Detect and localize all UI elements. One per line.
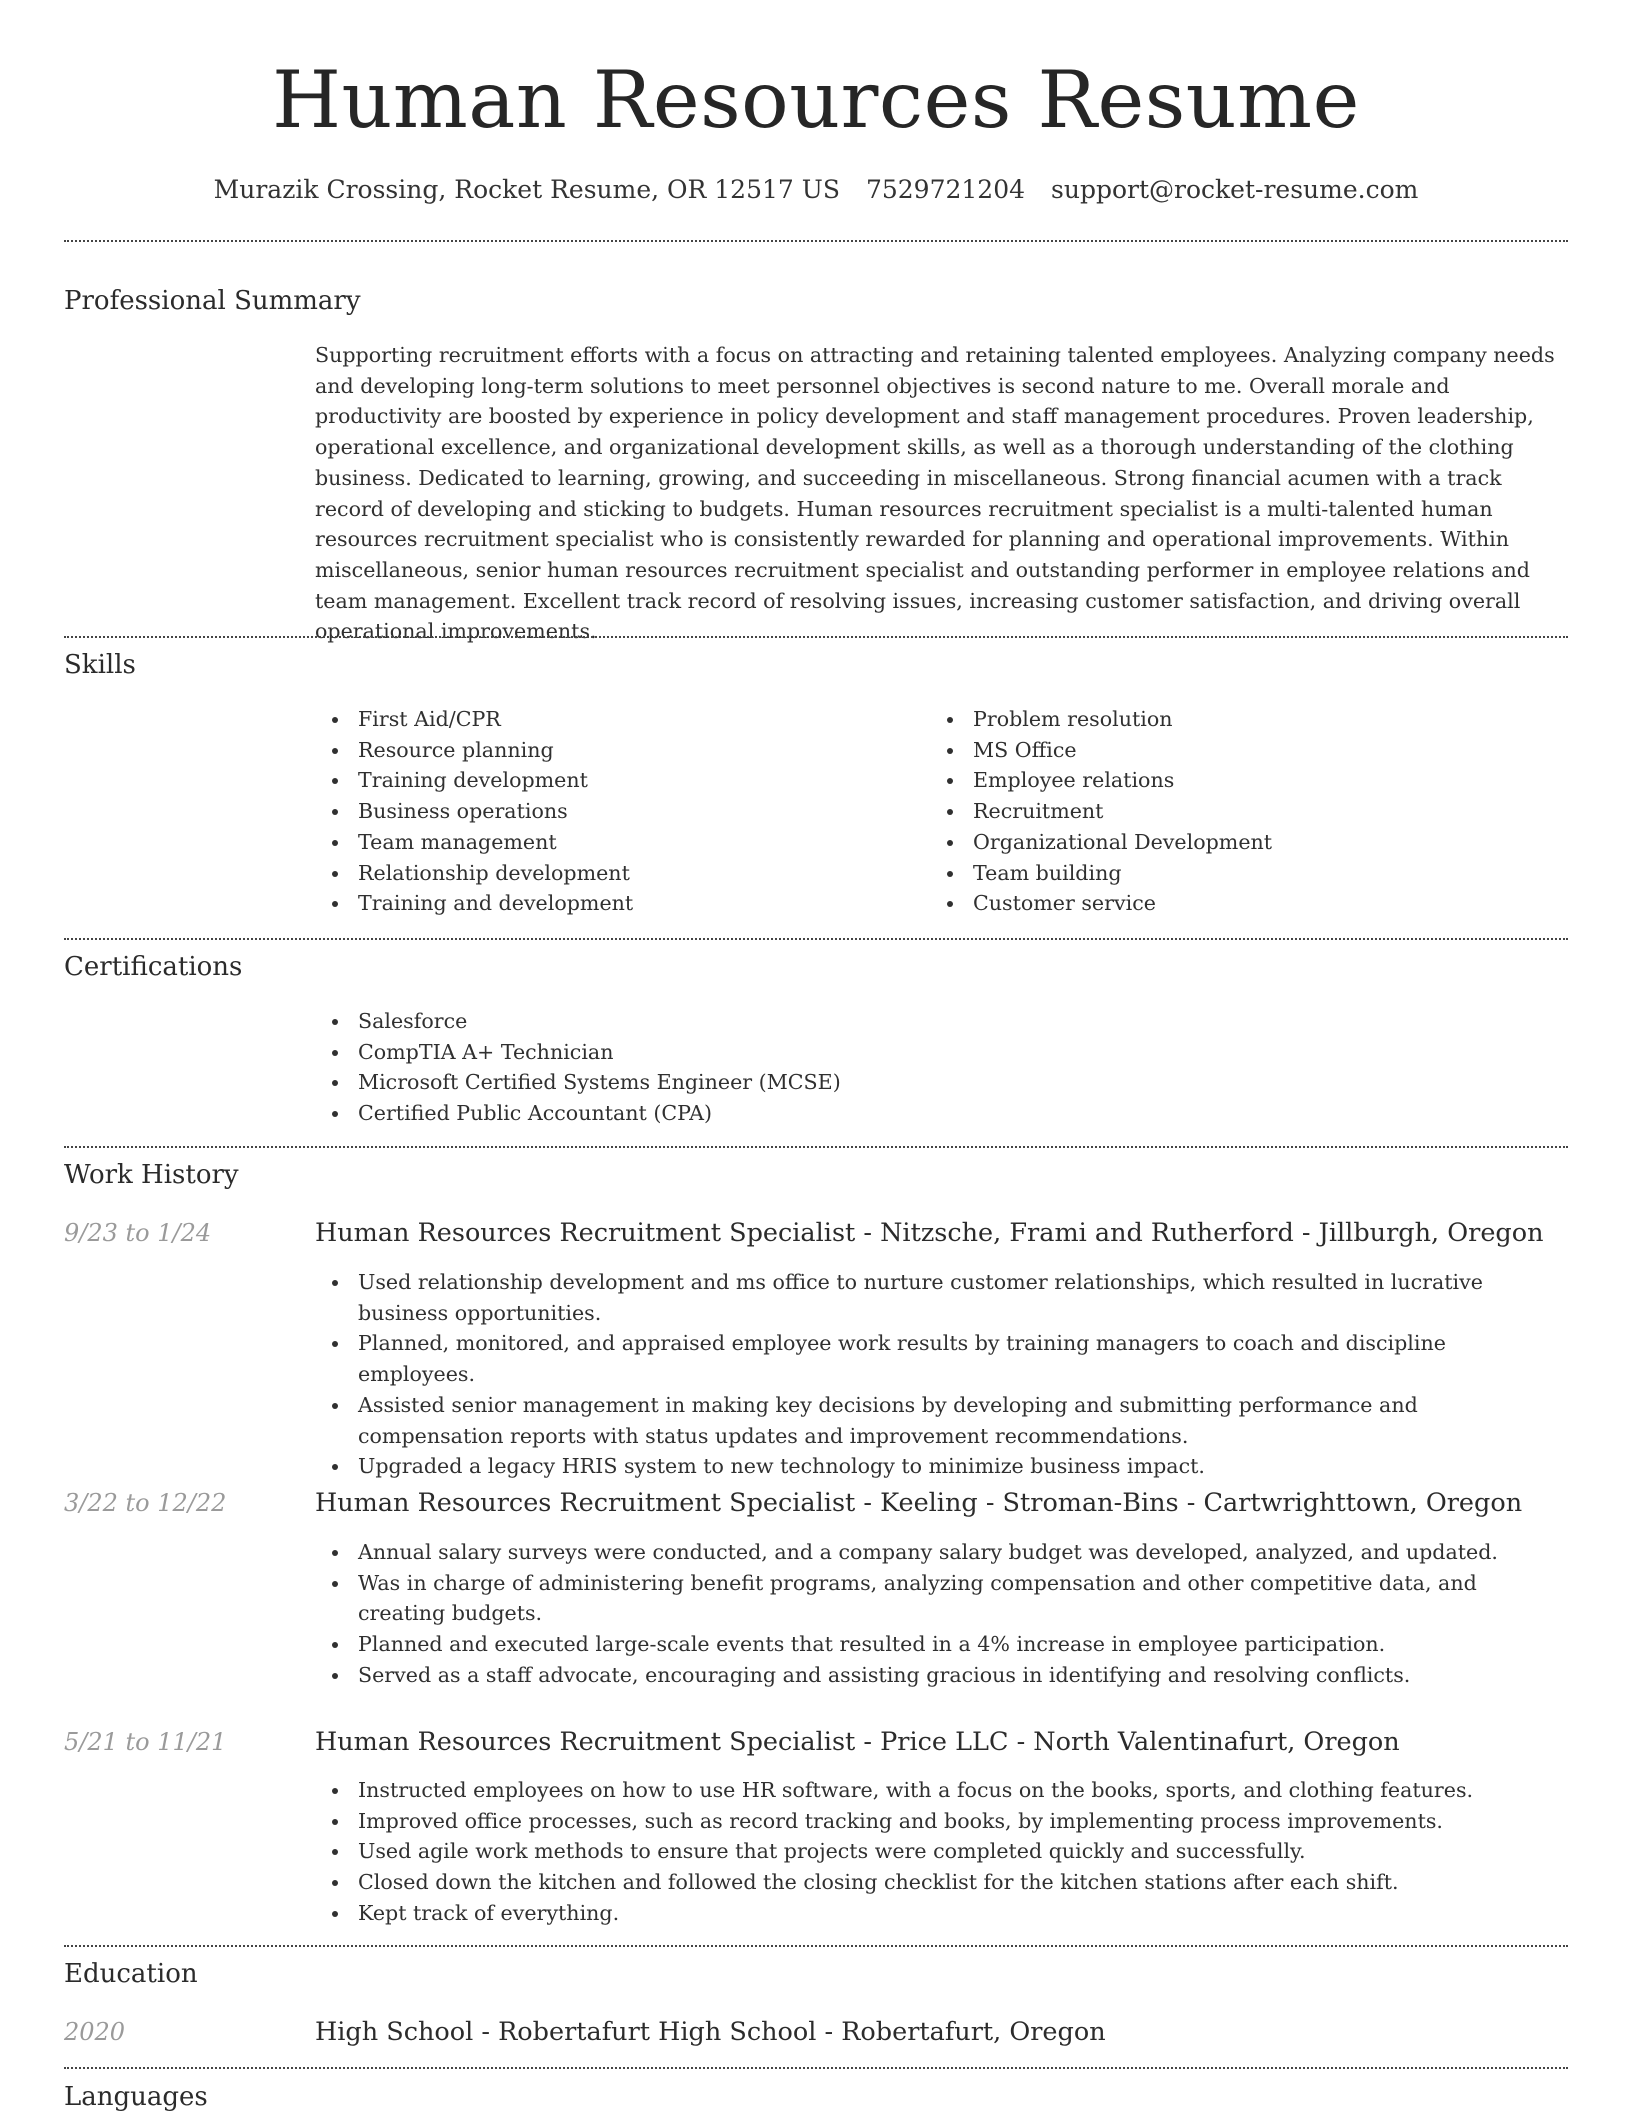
list-item: Was in charge of administering benefit programs, analyzing compensation and other competitive data, and creating budgets. (315, 1568, 1568, 1629)
list-item: Team building (930, 858, 1530, 889)
list-item: Resource planning (315, 735, 915, 766)
contact-address: Murazik Crossing, Rocket Resume, OR 12517 US (213, 175, 840, 204)
list-item: Annual salary surveys were conducted, and a company salary budget was developed, analyzed, and updated. (315, 1537, 1568, 1568)
section-heading-skills: Skills (64, 650, 136, 680)
list-item: Instructed employees on how to use HR software, with a focus on the books, sports, and clothing features. (315, 1775, 1568, 1806)
divider (64, 938, 1568, 940)
job-bullets (315, 1775, 1568, 1929)
contact-email: support@rocket-resume.com (1051, 175, 1419, 204)
contact-line (64, 170, 1568, 210)
section-heading-summary: Professional Summary (64, 286, 361, 316)
summary-text: Supporting recruitment efforts with a focus on attracting and retaining talented employees. Analyzing company needs and developing long-term solutions to meet personnel objectives is second nature to me. Overall morale and productivity are boosted by experience in policy development and staff management procedures. Proven leadership, operational excellence, and organizational development skills, as well as a thorough understanding of the clothing business. Dedicated to learning, growing, and succeeding in miscellaneous. Strong financial acumen with a track record of developing and sticking to budgets. Human resources recruitment specialist is a multi-talented human resources recruitment specialist who is consistently rewarded for planning and operational improvements. Within miscellaneous, senior human resources recruitment specialist and outstanding performer in employee relations and team management. Excellent track record of resolving issues, increasing customer satisfaction, and driving overall operational improvements. (315, 343, 1555, 644)
section-heading-certifications: Certifications (64, 952, 243, 982)
job-title: Human Resources Recruitment Specialist - Price LLC - North Valentinafurt, Oregon (315, 1727, 1400, 1757)
list-item: Improved office processes, such as record tracking and books, by implementing process improvements. (315, 1806, 1568, 1837)
job-bullets (315, 1267, 1568, 1482)
list-item: Upgraded a legacy HRIS system to new technology to minimize business impact. (315, 1451, 1568, 1482)
divider (64, 1146, 1568, 1148)
education-title: High School - Robertafurt High School - Robertafurt, Oregon (315, 2017, 1106, 2047)
list-item: Kept track of everything. (315, 1898, 1568, 1929)
section-heading-education: Education (64, 1959, 198, 1989)
list-item: Team management (315, 827, 915, 858)
list-item: Microsoft Certified Systems Engineer (MCSE) (315, 1067, 1415, 1098)
list-item: Used agile work methods to ensure that projects were completed quickly and successfully. (315, 1836, 1568, 1867)
list-item: Certified Public Accountant (CPA) (315, 1098, 1415, 1129)
job-title: Human Resources Recruitment Specialist - Keeling - Stroman-Bins - Cartwrighttown, Oregon (315, 1488, 1523, 1518)
section-heading-work-history: Work History (64, 1160, 239, 1190)
list-item: Training and development (315, 888, 915, 919)
list-item: Relationship development (315, 858, 915, 889)
job-title: Human Resources Recruitment Specialist - Nitzsche, Frami and Rutherford - Jillburgh, Oregon (315, 1218, 1544, 1248)
resume-title: Human Resources Resume (272, 54, 1360, 146)
list-item: Served as a staff advocate, encouraging and assisting gracious in identifying and resolving conflicts. (315, 1660, 1568, 1691)
list-item: Business operations (315, 796, 915, 827)
contact-phone: 7529721204 (865, 175, 1026, 204)
education-year: 2020 (64, 2018, 126, 2046)
list-item: Training development (315, 765, 915, 796)
list-item: Employee relations (930, 765, 1530, 796)
list-item: MS Office (930, 735, 1530, 766)
list-item: Organizational Development (930, 827, 1530, 858)
job-dates: 3/22 to 12/22 (64, 1489, 227, 1517)
list-item: Problem resolution (930, 704, 1530, 735)
list-item: Recruitment (930, 796, 1530, 827)
section-heading-languages: Languages (64, 2082, 208, 2112)
certifications-list (315, 1006, 1415, 1129)
list-item: Closed down the kitchen and followed the closing checklist for the kitchen stations after each shift. (315, 1867, 1568, 1898)
list-item: Customer service (930, 888, 1530, 919)
list-item: Assisted senior management in making key decisions by developing and submitting performance and compensation reports with status updates and improvement recommendations. (315, 1390, 1568, 1451)
list-item: Planned and executed large-scale events that resulted in a 4% increase in employee participation. (315, 1629, 1568, 1660)
resume-page (64, 0, 1568, 2112)
skills-list-right (930, 704, 1530, 919)
job-dates: 5/21 to 11/21 (64, 1728, 227, 1756)
divider (64, 636, 1568, 638)
list-item: CompTIA A+ Technician (315, 1037, 1415, 1068)
job-bullets (315, 1537, 1568, 1691)
skills-list-left (315, 704, 915, 919)
list-item: Planned, monitored, and appraised employee work results by training managers to coach and discipline employees. (315, 1328, 1568, 1389)
list-item: Salesforce (315, 1006, 1415, 1037)
divider (64, 1945, 1568, 1947)
divider (64, 240, 1568, 242)
list-item: First Aid/CPR (315, 704, 915, 735)
divider (64, 2067, 1568, 2069)
job-dates: 9/23 to 1/24 (64, 1219, 212, 1247)
list-item: Used relationship development and ms office to nurture customer relationships, which resulted in lucrative business opportunities. (315, 1267, 1568, 1328)
